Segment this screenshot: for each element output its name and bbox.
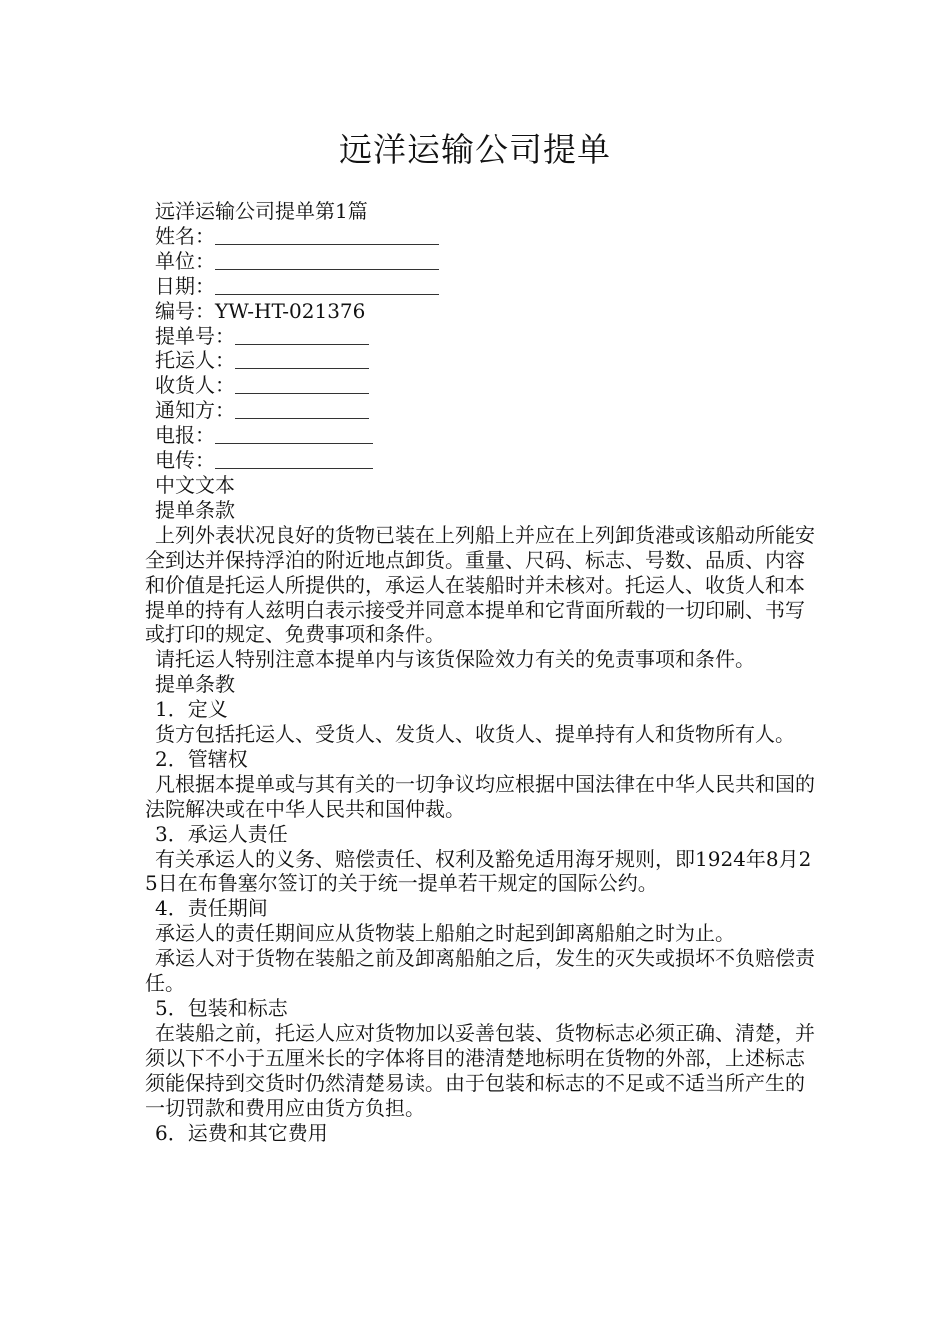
shipper-blank-line — [235, 350, 369, 369]
unit-field — [145, 249, 815, 274]
telegraph-label: 电报： — [155, 423, 215, 448]
section-5-heading: 5．包装和标志 — [155, 996, 288, 1020]
date-field — [145, 274, 815, 299]
name-field — [145, 224, 815, 249]
telegraph-field — [145, 423, 815, 448]
terms-paragraph-2: 请托运人特别注意本提单内与该货保险效力有关的免责事项和条件。 — [155, 647, 755, 672]
section-3-heading: 3．承运人责任 — [155, 821, 288, 846]
bl-terms-heading: 提单条款 — [155, 497, 235, 522]
section-4-heading: 4．责任期间 — [155, 896, 268, 921]
section-2-text: 凡根据本提单或与其有关的一切争议均应根据中国法律在中华人民共和国的法院解决或在中华人民共和国仲裁。 — [145, 771, 815, 821]
unit-label: 单位： — [155, 248, 215, 273]
notify-field — [145, 398, 815, 423]
section-1-text: 货方包括托运人、受货人、发货人、收货人、提单持有人和货物所有人。 — [155, 722, 795, 747]
number-field: 编号：YW-HT-021376 — [155, 298, 366, 323]
section-2-heading: 2．管辖权 — [155, 746, 248, 771]
consignee-blank-line — [235, 375, 369, 394]
chinese-text-heading: 中文文本 — [155, 472, 235, 497]
shipper-field — [145, 348, 815, 373]
name-blank-line — [215, 226, 439, 245]
document-subtitle: 远洋运输公司提单第1篇 — [155, 199, 368, 223]
consignee-field — [145, 373, 815, 398]
notify-blank-line — [235, 400, 369, 419]
date-label: 日期： — [155, 273, 215, 298]
terms-paragraph-1: 上列外表状况良好的货物已装在上列船上并应在上列卸货港或该船动所能安全到达并保持浮泊的附近地点卸货。重量、尺码、标志、号数、品质、内容和价值是托运人所提供的，承运人在装船时并未核对。托运人、收货人和本提单的持有人兹明白表示接受并同意本提单和它背面所载的一切印刷、书写或打印的规定、免费事项和条件。 — [145, 522, 815, 647]
document-body — [145, 199, 815, 1145]
section-6-heading: 6．运费和其它费用 — [155, 1120, 328, 1145]
fax-blank-line — [215, 450, 373, 469]
bl-no-label: 提单号： — [155, 323, 235, 348]
bl-no-field — [145, 324, 815, 349]
section-5-text: 在装船之前，托运人应对货物加以妥善包装、货物标志必须正确、清楚，并须以下不小于五厘米长的字体将目的港清楚地标明在货物的外部，上述标志须能保持到交货时仍然清楚易读。由于包装和标志的不足或不适当所产生的一切罚款和费用应由货方负担。 — [145, 1020, 815, 1120]
name-label: 姓名： — [155, 223, 215, 248]
bl-no-blank-line — [235, 326, 369, 345]
telegraph-blank-line — [215, 425, 373, 444]
notify-label: 通知方： — [155, 398, 235, 423]
consignee-label: 收货人： — [155, 373, 235, 398]
fax-field — [145, 448, 815, 473]
date-blank-line — [215, 276, 439, 295]
section-4-text-2: 承运人对于货物在装船之前及卸离船舶之后，发生的灭失或损坏不负赔偿责任。 — [145, 946, 815, 996]
section-1-heading: 1．定义 — [155, 697, 228, 722]
section-3-text: 有关承运人的义务、赔偿责任、权利及豁免适用海牙规则，即1924年8月25日在布鲁塞尔签订的关于统一提单若干规定的国际公约。 — [145, 846, 812, 896]
unit-blank-line — [215, 251, 439, 270]
section-4-text-1: 承运人的责任期间应从货物装上船舶之时起到卸离船舶之时为止。 — [155, 921, 735, 946]
fax-label: 电传： — [155, 448, 215, 473]
shipper-label: 托运人： — [155, 348, 235, 373]
document-title: 远洋运输公司提单 — [339, 130, 611, 169]
bl-clauses-heading: 提单条教 — [155, 672, 235, 697]
